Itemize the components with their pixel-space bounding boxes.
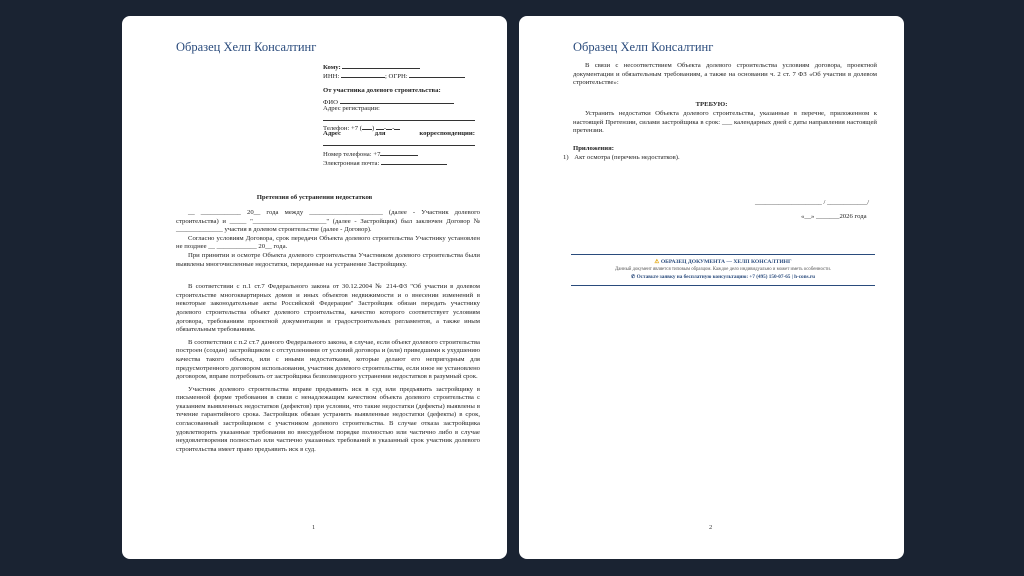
body-text	[176, 209, 480, 454]
from-title: От участника долевого строительства:	[323, 87, 441, 94]
paragraph-4: В соответствии с п.1 ст.7 Федерального закона от 30.12.2004 № 214-ФЗ "Об участии в долевом строительстве многоквартирных домов и иных объектов недвижимости и о внесении изменений в некоторые законодательные акты Российской Федерации" Застройщик обязан передать участнику долевого строительства объект долевого строительства, качество которого соответствует условиям договора, требованиям проектной документации и градостроительных регламентов, а также иным обязательным требованиям.	[176, 283, 480, 334]
address-corr-line	[323, 145, 475, 146]
phone-icon: ✆	[630, 274, 636, 280]
reg-address-line	[323, 120, 475, 121]
paragraph-6: Участник долевого строительства вправе предъявить иск в суд или предъявить застройщику в письменной форме требования в связи с ненадлежащим качеством объекта долевого строительства с указанием выявленных недостатков (дефектов) при условии, что такие недостатки (дефекты) выявлены в течение гарантийного срока. Застройщик обязан устранить выявленные недостатки (дефекты) в срок, согласованный застройщиком с участником долевого строительства. В случае отказа застройщика удовлетворить указанные требования во внесудебном порядке полностью или частично либо в случае неудовлетворения полностью или частично указанных требований в указанный срок участник долевого строительства имеет право предъявить иск в суд.	[176, 385, 480, 453]
inn-ogrn-field: ИНН: ; ОГРН:	[323, 70, 465, 82]
fio-field: ФИО	[323, 96, 454, 108]
paragraph-2: Согласно условиям Договора, срок передачи Объекта долевого строительства Участнику установлен не позднее __ ____________ 20__ года.	[176, 234, 480, 251]
attachment-item: 1) Акт осмотра (перечень недостатков).	[563, 154, 680, 161]
paragraph-5: В соответствии с п.2 ст.7 данного Федерального закона, в случае, если объект долевого строительства построен (создан) застройщиком с отступлениями от условий договора и (или) приведшими к ухудшению качества такого объекта, или с иными недостатками, которые делают его непригодным для предусмотренного договором использования, участник долевого строительства, если иное не установлено договором, вправе потребовать от застройщика безвозмездного устранения недостатков в разумный срок.	[176, 338, 480, 381]
email-field: Электронная почта:	[323, 157, 447, 169]
phone-field: Телефон: +7 ( ) - -	[323, 122, 400, 134]
paragraph-1: __ ____________ 20__ года между ______________________ (далее - Участник долевого строительства) и _____ "______________________" (далее - Застройщик) был заключен Договор № ______________ участия в долевом строительстве (далее - Договор).	[176, 209, 480, 234]
to-field: Кому:	[323, 61, 420, 73]
document-page-2	[519, 16, 904, 559]
paragraph-basis: В связи с несоответствием Объекта долевого строительства условиям договора, проектной документации и обязательным требованиям, а также на основании ч. 2 ст. 7 ФЗ «Об участии в долевом строительстве»:	[573, 62, 877, 87]
page-number: 1	[312, 524, 316, 531]
paragraph-demand: Устранить недостатки Объекта долевого строительства, указанные в перечне, приложенном к настоящей Претензии, силами застройщика в срок: ___ календарных дней с даты направления настоящей претензии.	[573, 110, 877, 135]
reg-address-field: Адрес регистрации:	[323, 105, 380, 112]
demand-title: ТРЕБУЮ:	[695, 101, 728, 108]
address-corr-field: Адрес для корреспонденции:	[323, 130, 475, 137]
page-number: 2	[709, 524, 713, 531]
brand-title: Образец Хелп Консалтинг	[176, 40, 317, 54]
warning-icon: ⚠	[654, 259, 660, 265]
phone-number-field: Номер телефона: +7	[323, 148, 418, 160]
banner-contact[interactable]: ✆ Оставьте заявку на бесплатную консультацию: +7 (495) 150-07-65 | h-cons.ru	[630, 274, 816, 280]
banner-subtitle: Данный документ является типовым образцом. Каждое дело индивидуально и может иметь особенности.	[615, 267, 831, 272]
banner-title: ⚠ ОБРАЗЕЦ ДОКУМЕНТА — ХЕЛП КОНСАЛТИНГ	[654, 259, 792, 265]
signature-line: ____________________ / ____________/	[755, 199, 870, 206]
date-line: «__» _______2026 года	[801, 213, 867, 220]
brand-title: Образец Хелп Консалтинг	[573, 40, 714, 54]
attachments-title: Приложения:	[573, 145, 614, 152]
doc-title: Претензия об устранении недостатков	[256, 194, 373, 201]
document-page-1	[122, 16, 507, 559]
sample-banner	[571, 254, 875, 286]
paragraph-3: При принятии и осмотре Объекта долевого строительства Участником долевого строительства были выявлены многочисленные недостатки, переданные на устранение Застройщику.	[176, 251, 480, 268]
